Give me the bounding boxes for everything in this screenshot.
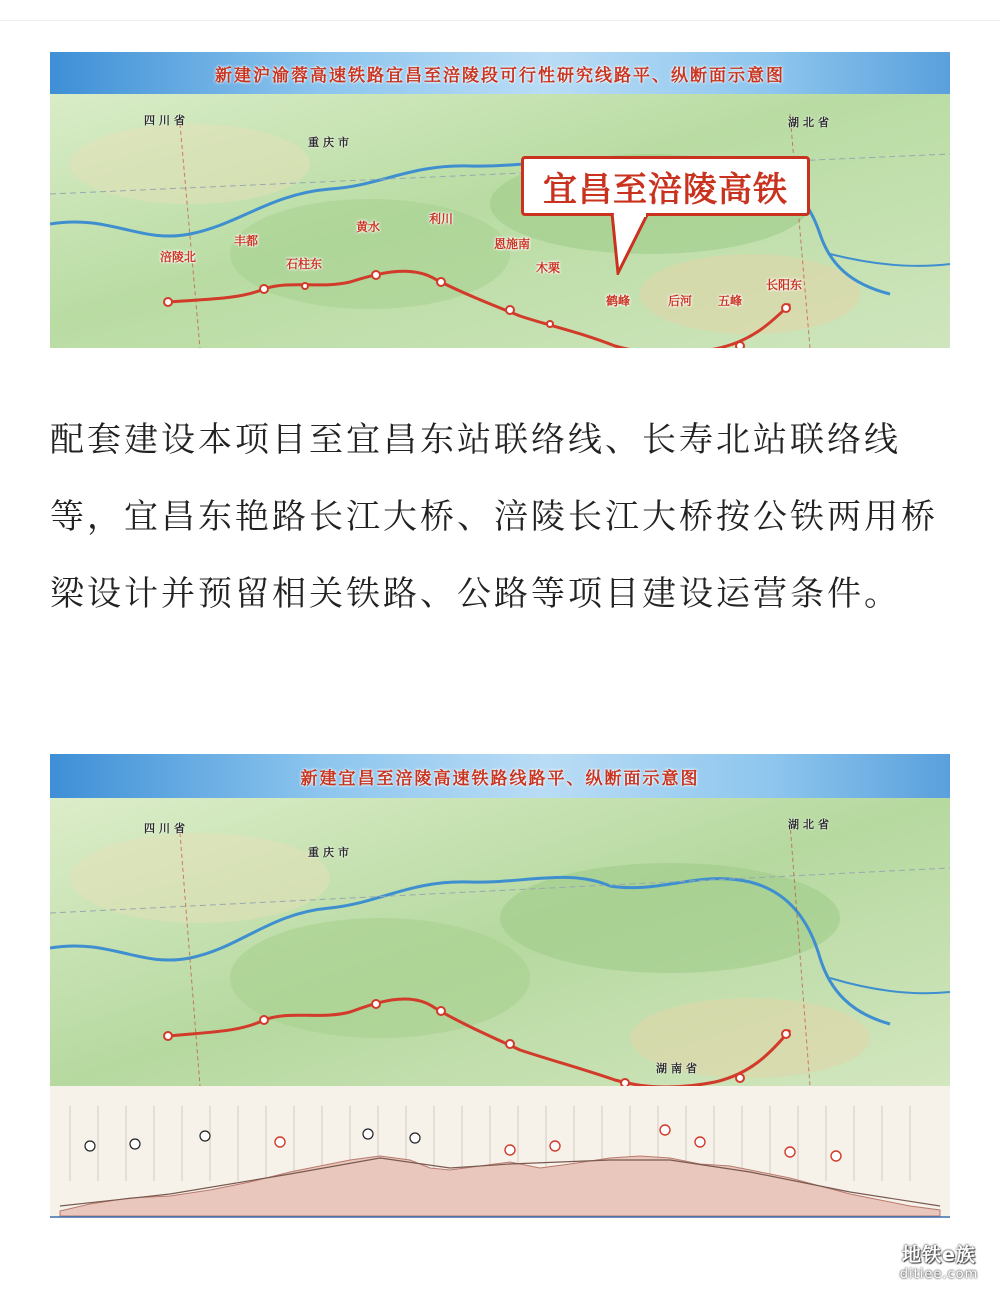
province-label-hubei: 湖北省 [788,116,833,129]
body-paragraph: 配套建设本项目至宜昌东站联络线、长寿北站联络线等，宜昌东艳路长江大桥、涪陵长江大桥按公铁两用桥梁设计并预留相关铁路、公路等项目建设运营条件。 [50,420,938,614]
map-banner [50,52,950,94]
route-map-feasibility [50,52,950,348]
station-label: 木栗 [536,261,561,275]
longitudinal-profile [50,1086,950,1226]
terrain-map [50,798,950,1086]
province-label-hubei: 湖北省 [788,818,833,831]
map-title: 新建宜昌至涪陵高速铁路线路平、纵断面示意图 [300,768,700,789]
station-label: 利川 [429,212,454,226]
station-label: 丰都 [234,234,259,248]
map-title: 新建沪渝蓉高速铁路宜昌至涪陵段可行性研究线路平、纵断面示意图 [215,65,785,86]
province-label-hunan: 湖南省 [656,1062,701,1075]
station-label: 后河 [668,294,693,308]
watermark-logo: 地铁e族 [902,1244,976,1266]
map-banner [50,754,950,798]
route-map-profile [50,754,950,1226]
terrain-map [50,94,950,348]
province-label-chongqing: 重庆市 [308,846,353,859]
station-label: 黄水 [356,220,381,234]
elevation-profile-chart [50,1086,950,1226]
station-label: 长阳东 [766,278,803,292]
station-label: 涪陵北 [160,250,197,264]
watermark-domain: ditiee.com [899,1267,979,1282]
province-label-chongqing: 重庆市 [308,136,353,149]
top-divider [0,20,1000,21]
station-label: 石柱东 [286,257,323,271]
station-label: 恩施南 [494,237,531,251]
province-label-sichuan: 四川省 [144,822,189,835]
route-callout [521,156,810,216]
station-label: 五峰 [718,294,743,308]
callout-pointer [610,213,650,275]
station-label: 鹤峰 [606,294,631,308]
callout-text: 宜昌至涪陵高铁 [543,169,788,210]
province-label-sichuan: 四川省 [144,114,189,127]
site-watermark [878,1240,1000,1294]
